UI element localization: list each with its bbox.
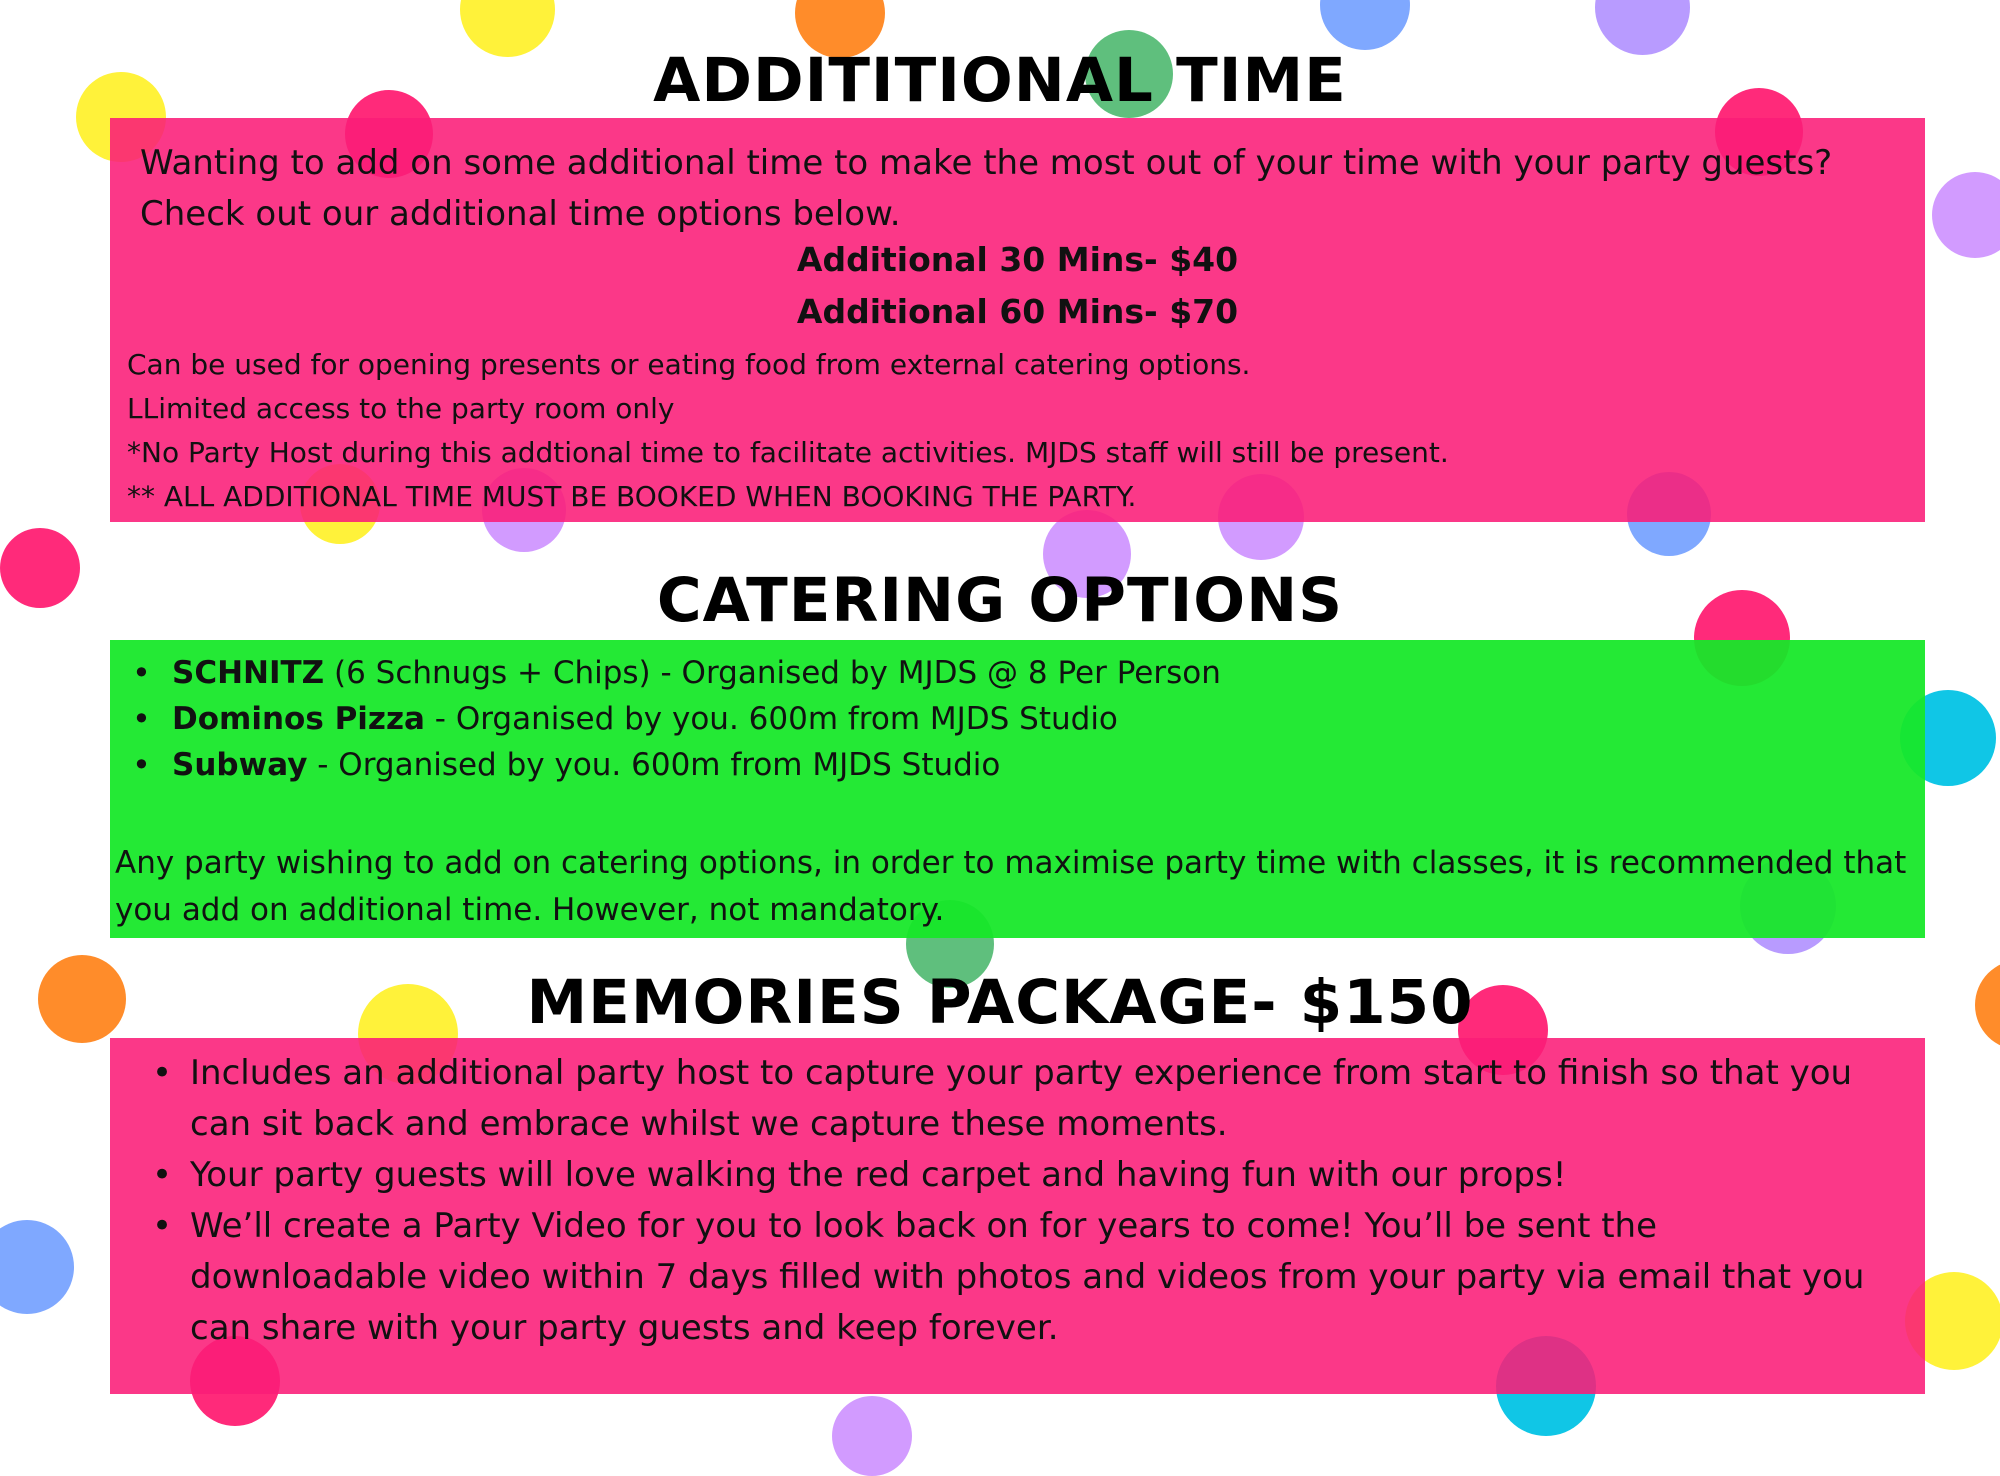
confetti-dot: [1320, 0, 1410, 50]
additional-time-heading: ADDITITIONAL TIME: [653, 45, 1347, 116]
catering-item-detail: - Organised by you. 600m from MJDS Studio: [307, 747, 1001, 783]
memories-package-panel: [110, 1038, 1925, 1394]
memories-item: • Includes an additional party host to capture your party experience from start to finish so that you can sit back and embrace whilst we capture these moments.: [110, 1048, 1900, 1150]
additional-time-note: ** ALL ADDITIONAL TIME MUST BE BOOKED WHEN BOOKING THE PARTY.: [127, 480, 1137, 513]
catering-options-heading: CATERING OPTIONS: [656, 565, 1344, 636]
catering-list: [110, 650, 1221, 788]
additional-60-mins-price: Additional 60 Mins- $70: [796, 292, 1239, 331]
catering-item-name: Dominos Pizza: [172, 701, 425, 737]
memories-list: [110, 1048, 1900, 1354]
additional-time-note: *No Party Host during this addtional time to facilitate activities. MJDS staff will still be present.: [127, 436, 1449, 469]
additional-time-intro: Wanting to add on some additional time to make the most out of your time with your party guests? Check out our additional time options below.: [140, 143, 1833, 234]
additional-time-panel: [110, 118, 1925, 522]
catering-item-dominos: [110, 696, 1221, 742]
memories-package-heading: MEMORIES PACKAGE- $150: [526, 967, 1474, 1038]
catering-item-name: SCHNITZ: [172, 655, 325, 691]
catering-item-detail: - Organised by you. 600m from MJDS Studio: [424, 701, 1118, 737]
catering-item-name: Subway: [172, 747, 308, 783]
catering-options-panel: [110, 640, 1925, 938]
catering-item-detail: (6 Schnugs + Chips) - Organised by MJDS @ 8 Per Person: [324, 655, 1221, 691]
memories-item: • We’ll create a Party Video for you to look back on for years to come! You’ll be sent the downloadable video within 7 days filled with photos and videos from your party via email that you can share with your party guests and keep forever.: [110, 1201, 1900, 1354]
confetti-dot: [460, 0, 555, 57]
additional-time-note: LLimited access to the party room only: [127, 392, 675, 425]
confetti-dot: [832, 1396, 912, 1476]
additional-30-mins-price: Additional 30 Mins- $40: [796, 240, 1239, 279]
memories-item: • Your party guests will love walking the red carpet and having fun with our props!: [110, 1150, 1900, 1201]
catering-item-subway: [110, 742, 1221, 788]
catering-item-schnitz: [110, 650, 1221, 696]
confetti-dot: [1932, 172, 2000, 258]
catering-note: Any party wishing to add on catering options, in order to maximise party time with classes, it is recommended that you add on additional time. However, not mandatory.: [115, 845, 1907, 928]
confetti-dot: [0, 1220, 74, 1314]
confetti-dot: [1595, 0, 1690, 55]
additional-time-note: Can be used for opening presents or eating food from external catering options.: [127, 348, 1251, 381]
